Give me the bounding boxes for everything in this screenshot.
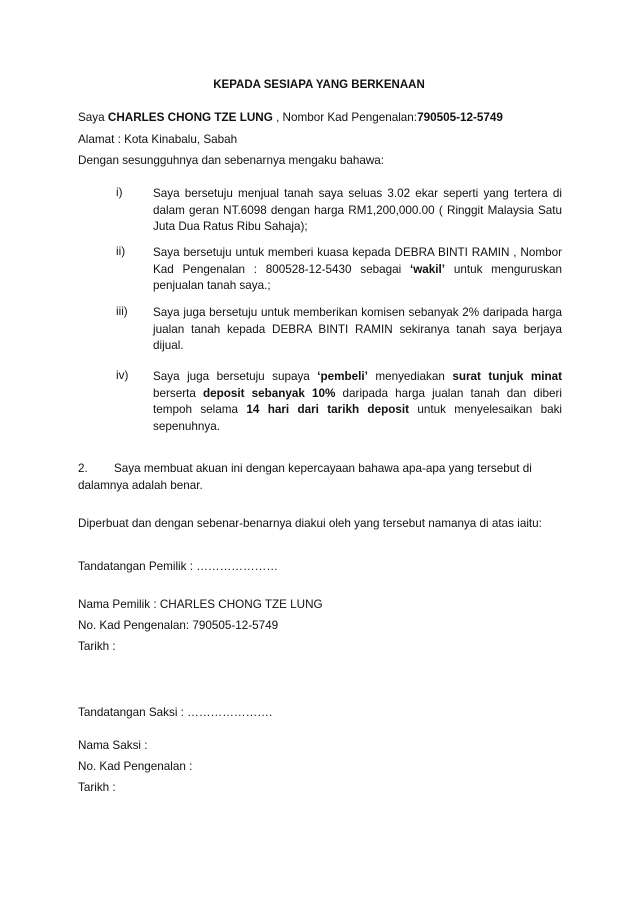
clause-text-part: menyediakan (367, 370, 453, 383)
clause-number: i) (116, 186, 123, 199)
clause-2-text: Saya membuat akuan ini dengan kepercayaan bahawa apa-apa yang tersebut di dalamnya adalah benar. (78, 462, 532, 492)
witness-signature-line: Tandatangan Saksi : …………………. (78, 706, 273, 719)
clause-emphasis: 14 hari dari tarikh deposit (246, 403, 409, 416)
clause-text (153, 305, 562, 355)
declarant-line (78, 111, 503, 124)
clause-emphasis: ‘pembeli’ (317, 370, 368, 383)
clause-text-part: Saya bersetuju untuk memberi kuasa kepada DEBRA BINTI RAMIN , Nombor Kad Pengenalan : 800528-12-5430 sebagai (153, 246, 562, 276)
clause-2-number: 2. (78, 462, 88, 475)
clause-emphasis: surat tunjuk minat (452, 370, 562, 383)
clause-number: iii) (116, 305, 128, 318)
clause-text-part: untuk menguruskan penjualan tanah saya.; (153, 262, 562, 292)
clause-text (153, 186, 562, 236)
declarant-ic-label: , Nombor Kad Pengenalan: (276, 111, 418, 124)
witness-name: Nama Saksi : (78, 739, 148, 752)
witness-date: Tarikh : (78, 781, 116, 794)
clause-text-part: daripada harga jualan tanah dan diberi tempoh selama (153, 386, 562, 416)
declarant-address: Alamat : Kota Kinabalu, Sabah (78, 133, 238, 146)
clause-text (153, 369, 562, 435)
clause-number: iv) (116, 369, 129, 382)
owner-signature-line: Tandatangan Pemilik : ………………… (78, 560, 279, 573)
declarant-name: CHARLES CHONG TZE LUNG (107, 111, 273, 124)
clause-emphasis: ‘wakil’ (409, 262, 446, 276)
clause-text-part: untuk menyelesaikan baki sepenuhnya. (153, 403, 563, 433)
clause-emphasis: deposit sebanyak 10% (202, 386, 336, 400)
made-statement: Diperbuat dan dengan sebenar-benarnya diakui oleh yang tersebut namanya di atas iaitu: (78, 517, 542, 530)
declaration-intro: Dengan sesungguhnya dan sebenarnya mengaku bahawa: (78, 154, 385, 167)
declarant-ic-number: 790505-12-5749 (417, 111, 503, 124)
clause-text-part: Saya juga bersetuju untuk memberikan komisen sebanyak 2% daripada harga jualan tanah kepada DEBRA BINTI RAMIN sekiranya tanah saya berjaya dijual. (153, 306, 562, 352)
document-title: KEPADA SESIAPA YANG BERKENAAN (213, 79, 425, 91)
clause-text-part: Saya juga bersetuju supaya (153, 370, 318, 383)
clause-text-part: berserta (153, 386, 203, 400)
clause-text-part: Saya bersetuju menjual tanah saya seluas 3.02 ekar seperti yang tertera di dalam geran NT.6098 dengan harga RM1,200,000.00 ( Ringgit Malaysia Satu Juta Dua Ratus Ribu Sahaja); (153, 187, 562, 233)
owner-name: Nama Pemilik : CHARLES CHONG TZE LUNG (78, 598, 323, 611)
owner-date: Tarikh : (78, 640, 116, 653)
clause-text (153, 245, 562, 295)
witness-ic: No. Kad Pengenalan : (78, 760, 193, 773)
clause-2 (78, 461, 562, 494)
clause-number: ii) (116, 245, 126, 258)
declarant-prefix: Saya (78, 111, 105, 124)
owner-ic: No. Kad Pengenalan: 790505-12-5749 (78, 619, 279, 632)
